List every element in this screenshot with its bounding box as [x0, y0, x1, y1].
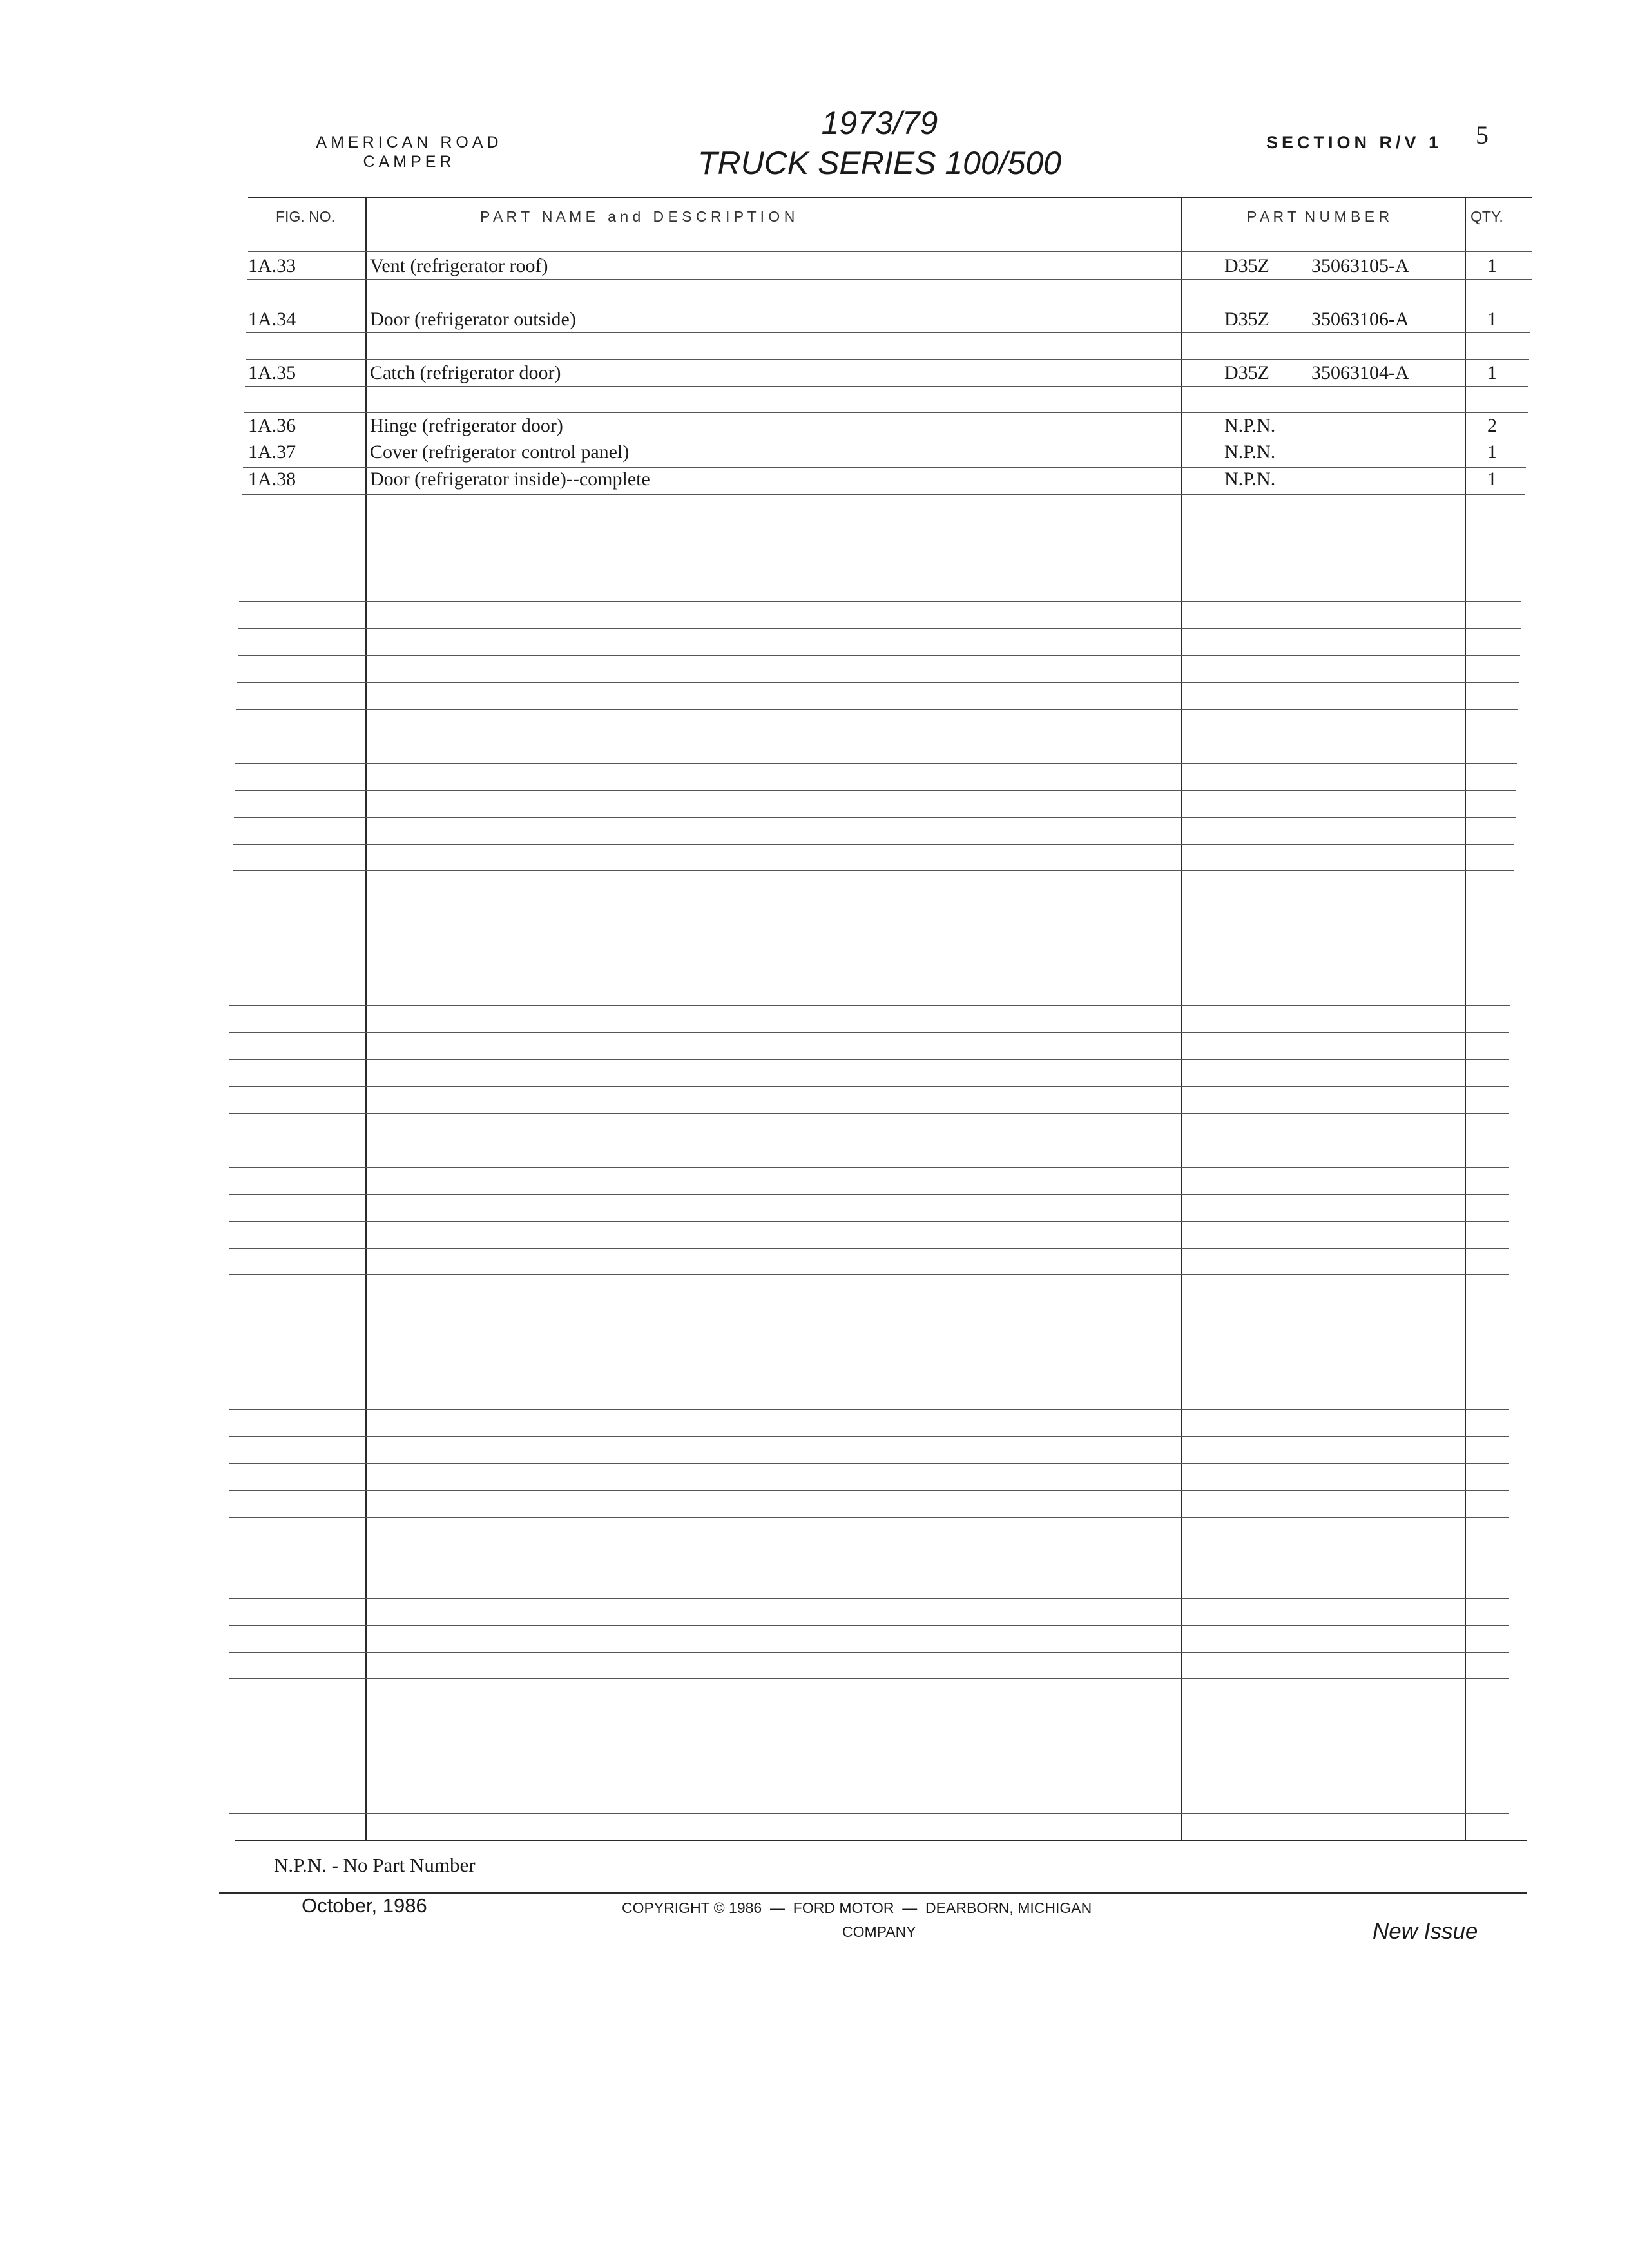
- quantity: 1: [1487, 309, 1497, 330]
- row-rule: [229, 1813, 1509, 1814]
- part-number-prefix: N.P.N.: [1224, 468, 1276, 490]
- copyright-company: COMPANY: [842, 1923, 916, 1940]
- fig-number: 1A.36: [248, 415, 296, 436]
- quantity: 1: [1487, 441, 1497, 463]
- fig-number: 1A.37: [248, 441, 296, 463]
- row-rule: [229, 1436, 1509, 1437]
- part-number: 35063106-A: [1311, 309, 1409, 330]
- row-rule: [229, 1274, 1509, 1275]
- row-rule: [229, 1678, 1509, 1679]
- row-rule: [246, 359, 1529, 360]
- row-rule: [229, 1490, 1509, 1491]
- title-series: TRUCK SERIES 100/500: [697, 145, 1062, 181]
- column-header-qty: QTY.: [1470, 208, 1503, 225]
- table-bottom-rule: [235, 1840, 1527, 1841]
- fig-number: 1A.34: [248, 309, 296, 330]
- issue-date: October, 1986: [302, 1894, 427, 1917]
- publisher-line2: CAMPER: [363, 153, 456, 171]
- row-rule: [245, 386, 1528, 387]
- row-rule: [229, 1248, 1509, 1249]
- row-rule: [229, 1113, 1509, 1114]
- row-rule: [246, 332, 1530, 333]
- row-rule: [233, 844, 1514, 845]
- quantity: 1: [1487, 362, 1497, 383]
- row-rule: [229, 1409, 1509, 1410]
- footnote: N.P.N. - No Part Number: [274, 1854, 476, 1876]
- title-years: 1973/79: [821, 105, 938, 141]
- column-divider-fig: [365, 197, 367, 1841]
- row-rule: [229, 1005, 1510, 1006]
- row-rule: [244, 412, 1528, 413]
- part-number-prefix: D35Z: [1224, 362, 1269, 383]
- publisher-label: [303, 133, 516, 171]
- column-divider-desc: [1181, 197, 1182, 1841]
- row-rule: [229, 1625, 1509, 1626]
- row-rule: [229, 1463, 1509, 1464]
- row-rule: [229, 1598, 1509, 1599]
- column-header-fig: FIG. NO.: [276, 208, 335, 225]
- part-number-prefix: D35Z: [1224, 309, 1269, 330]
- row-rule: [229, 1032, 1509, 1033]
- fig-number: 1A.38: [248, 468, 296, 490]
- part-description: Catch (refrigerator door): [370, 362, 561, 383]
- row-rule: [229, 1517, 1509, 1518]
- part-description: Cover (refrigerator control panel): [370, 441, 630, 463]
- part-description: Door (refrigerator inside)--complete: [370, 468, 650, 490]
- page-title: [670, 103, 1089, 183]
- row-rule: [229, 1194, 1509, 1195]
- page-number: 5: [1476, 120, 1489, 149]
- row-rule: [236, 709, 1518, 710]
- row-rule: [238, 655, 1520, 656]
- row-rule: [229, 1086, 1509, 1087]
- row-rule: [242, 494, 1525, 495]
- fig-number: 1A.35: [248, 362, 296, 383]
- row-rule: [233, 870, 1514, 871]
- issue-status: New Issue: [1373, 1919, 1478, 1944]
- section-label: SECTION R/V 1: [1266, 133, 1443, 152]
- quantity: 1: [1487, 468, 1497, 490]
- quantity: 1: [1487, 255, 1497, 276]
- row-rule: [229, 1167, 1509, 1168]
- quantity: 2: [1487, 415, 1497, 436]
- row-rule: [239, 601, 1521, 602]
- row-rule: [237, 682, 1519, 683]
- part-description: Door (refrigerator outside): [370, 309, 576, 330]
- row-rule: [235, 763, 1517, 764]
- part-description: Hinge (refrigerator door): [370, 415, 563, 436]
- row-rule: [248, 251, 1532, 252]
- part-number-prefix: N.P.N.: [1224, 415, 1276, 436]
- part-description: Vent (refrigerator roof): [370, 255, 548, 276]
- row-rule: [229, 1059, 1509, 1060]
- column-header-description: P A R T N A M E a n d D E S C R I P T I O N: [480, 208, 795, 225]
- table-top-rule: [248, 197, 1532, 198]
- row-rule: [247, 279, 1532, 280]
- part-number-prefix: N.P.N.: [1224, 441, 1276, 463]
- part-number: 35063104-A: [1311, 362, 1409, 383]
- row-rule: [238, 628, 1521, 629]
- row-rule: [234, 817, 1516, 818]
- part-number: 35063105-A: [1311, 255, 1409, 276]
- fig-number: 1A.33: [248, 255, 296, 276]
- copyright-line: COPYRIGHT © 1986 — FORD MOTOR — DEARBORN, MICHIGAN: [622, 1899, 1092, 1916]
- column-divider-partno: [1465, 197, 1466, 1841]
- row-rule: [229, 1652, 1509, 1653]
- column-header-part-number: P A R T N U M B E R: [1247, 208, 1390, 225]
- part-number-prefix: D35Z: [1224, 255, 1269, 276]
- row-rule: [235, 790, 1516, 791]
- publisher-line1: AMERICAN ROAD: [316, 133, 503, 151]
- row-rule: [229, 1221, 1509, 1222]
